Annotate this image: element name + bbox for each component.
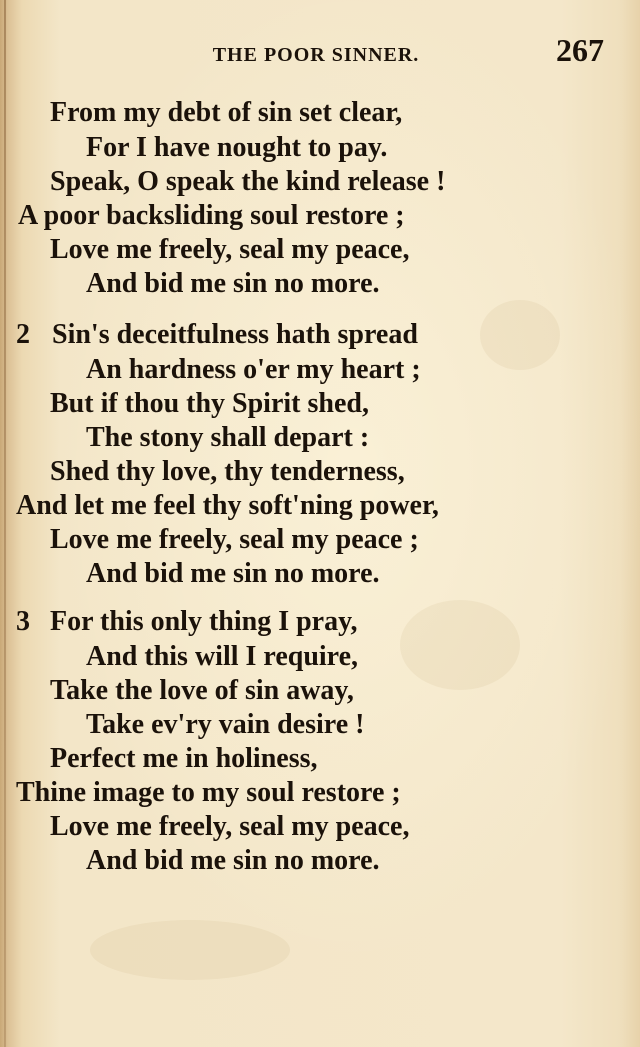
verse-line: And bid me sin no more. (86, 558, 380, 589)
verse-line: A poor backsliding soul restore ; (18, 200, 405, 231)
verse-line: For this only thing I pray, (50, 606, 358, 637)
paper-stain (400, 600, 520, 690)
page-number: 267 (556, 32, 604, 68)
verse-line: And bid me sin no more. (86, 845, 380, 876)
verse-line: But if thou thy Spirit shed, (50, 388, 369, 419)
verse-line: Thine image to my soul restore ; (16, 777, 401, 808)
stanza-number: 2 (16, 319, 30, 350)
verse-line: Speak, O speak the kind release ! (50, 166, 446, 197)
paper-stain (480, 300, 560, 370)
verse-line: And bid me sin no more. (86, 268, 380, 299)
running-title: THE POOR SINNER. (212, 44, 420, 66)
verse-line: Take the love of sin away, (50, 675, 354, 706)
verse-line: Love me freely, seal my peace, (50, 234, 410, 265)
stanza-number: 3 (16, 606, 30, 637)
paper-stain (90, 920, 290, 980)
verse-line: And let me feel thy soft'ning power, (16, 490, 439, 521)
verse-line: Perfect me in holiness, (50, 743, 318, 774)
verse-line: Love me freely, seal my peace ; (50, 524, 419, 555)
page-gutter-edge (4, 0, 6, 1047)
verse-line: And this will I require, (86, 641, 359, 672)
verse-line: Shed thy love, thy tenderness, (50, 456, 405, 487)
verse-line: From my debt of sin set clear, (50, 97, 403, 128)
verse-line: For I have nought to pay. (86, 132, 388, 163)
verse-line: An hardness o'er my heart ; (86, 354, 421, 385)
verse-line: Love me freely, seal my peace, (50, 811, 410, 842)
verse-line: The stony shall depart : (86, 422, 370, 453)
verse-line: Sin's deceitfulness hath spread (52, 319, 418, 350)
verse-line: Take ev'ry vain desire ! (86, 709, 365, 740)
